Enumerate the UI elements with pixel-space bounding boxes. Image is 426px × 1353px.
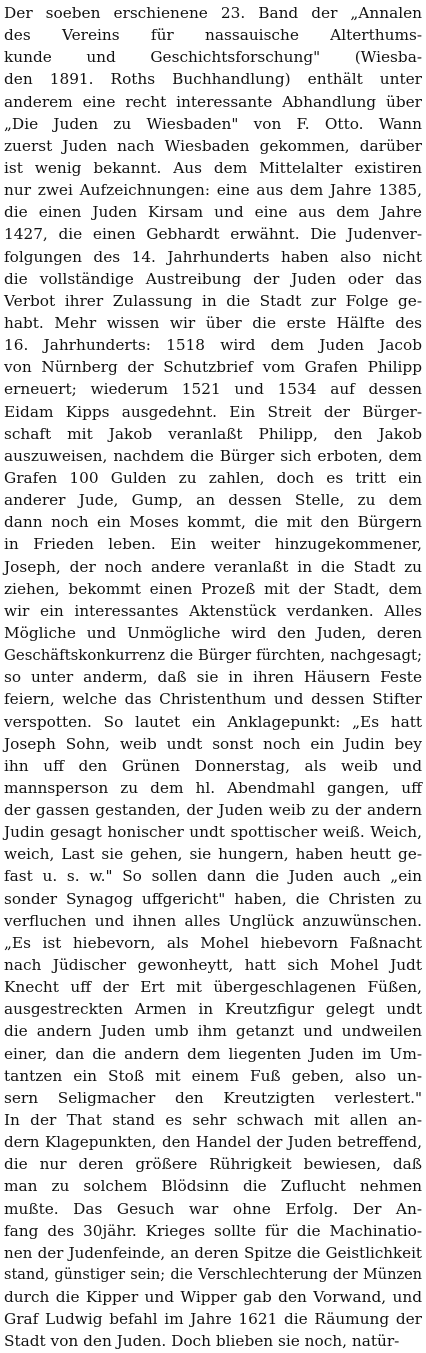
text-line: sonder Synagog uffgericht" haben, die Christen zu xyxy=(4,889,422,908)
text-line: fast u. s. w." So sollen dann die Juden auch „ein xyxy=(4,867,422,886)
text-line: kunde und Geschichtsforschung" (Wiesba- xyxy=(4,48,422,67)
text-line: Knecht uff der Ert mit übergeschlagenen Füßen, xyxy=(4,978,422,997)
text-line: des Vereins für nassauische Alterthums- xyxy=(4,26,422,45)
text-line: folgungen des 14. Jahrhunderts haben also nicht xyxy=(4,247,422,266)
text-line: Mögliche und Unmögliche wird den Juden, deren xyxy=(4,623,422,642)
text-line: verfluchen und ihnen alles Unglück anzuwünschen. xyxy=(4,911,422,930)
text-line: einer, dan die andern dem liegenten Juden im Um- xyxy=(4,1044,422,1063)
text-line: die andern Juden umb ihm getanzt und undweilen xyxy=(4,1022,422,1041)
text-line: ziehen, bekommt einen Prozeß mit der Stadt, dem xyxy=(4,579,422,598)
text-line: In der That stand es sehr schwach mit allen an- xyxy=(4,1111,422,1130)
article-text xyxy=(4,2,422,1353)
text-line: Grafen 100 Gulden zu zahlen, doch es tritt ein xyxy=(4,468,422,487)
text-line: in Frieden leben. Ein weiter hinzugekommener, xyxy=(4,535,422,554)
text-line: Joseph Sohn, weib undt sonst noch ein Judin bey xyxy=(4,734,422,753)
text-line: erneuert; wiederum 1521 und 1534 auf dessen xyxy=(4,380,422,399)
text-line: nach Jüdischer gewonheytt, hatt sich Mohel Judt xyxy=(4,956,422,975)
text-line: Judin gesagt honischer undt spottischer weiß. Weich, xyxy=(4,823,422,842)
text-line: fang des 30jähr. Krieges sollte für die Machinatio- xyxy=(4,1221,422,1240)
text-line: tantzen ein Stoß mit einem Fuß geben, also un- xyxy=(4,1066,422,1085)
text-line: durch die Kipper und Wipper gab den Vorwand, und xyxy=(4,1288,422,1307)
text-line: habt. Mehr wissen wir über die erste Hälfte des xyxy=(4,313,422,332)
text-line: mußte. Das Gesuch war ohne Erfolg. Der An- xyxy=(4,1199,422,1218)
text-line: „Die Juden zu Wiesbaden" von F. Otto. Wann xyxy=(4,114,422,133)
text-line: von Nürnberg der Schutzbrief vom Grafen Philipp xyxy=(4,358,422,377)
text-line: Graf Ludwig befahl im Jahre 1621 die Räumung der xyxy=(4,1310,422,1329)
text-line: man zu solchem Blödsinn die Zuflucht nehmen xyxy=(4,1177,422,1196)
text-line: so unter anderm, daß sie in ihren Häusern Feste xyxy=(4,668,422,687)
text-line: Joseph, der noch andere veranlaßt in die Stadt zu xyxy=(4,557,422,576)
text-line: Eidam Kipps ausgedehnt. Ein Streit der Bürger- xyxy=(4,402,422,421)
text-line: ihn uff den Grünen Donnerstag, als weib und xyxy=(4,756,422,775)
text-line: ausgestreckten Armen in Kreutzfigur gelegt undt xyxy=(4,1000,422,1019)
text-line: anderer Jude, Gump, an dessen Stelle, zu dem xyxy=(4,491,422,510)
text-line: die nur deren größere Rührigkeit bewiesen, daß xyxy=(4,1155,422,1174)
text-line: nur zwei Aufzeichnungen: eine aus dem Jahre 1385, xyxy=(4,181,422,200)
text-line: 16. Jahrhunderts: 1518 wird dem Juden Jacob xyxy=(4,336,422,355)
text-line: sern Seligmacher den Kreutzigten verlestert." xyxy=(4,1088,422,1107)
text-line: stand, günstiger sein; die Verschlechterung der Münzen xyxy=(4,1267,422,1284)
text-line: feiern, welche das Christenthum und dessen Stifter xyxy=(4,690,422,709)
text-line: die einen Juden Kirsam und eine aus dem Jahre xyxy=(4,203,422,222)
text-line: verspotten. So lautet ein Anklagepunkt: „Es hatt xyxy=(4,712,422,731)
text-line: „Es ist hiebevorn, als Mohel hiebevorn Faßnacht xyxy=(4,933,422,952)
text-line: schaft mit Jakob veranlaßt Philipp, den Jakob xyxy=(4,424,422,443)
text-line: Der soeben erschienene 23. Band der „Annalen xyxy=(4,4,422,22)
text-line: dern Klagepunkten, den Handel der Juden betreffend, xyxy=(4,1133,422,1152)
text-line: Stadt von den Juden. Doch blieben sie noch, natür- xyxy=(4,1332,400,1351)
text-line: auszuweisen, nachdem die Bürger sich erboten, dem xyxy=(4,446,422,465)
text-line: nen der Judenfeinde, an deren Spitze die Geistlichkeit xyxy=(4,1243,422,1262)
text-line: mannsperson zu dem hl. Abendmahl gangen, uff xyxy=(4,778,422,797)
text-line: zuerst Juden nach Wiesbaden gekommen, darüber xyxy=(4,136,422,155)
text-line: anderem eine recht interessante Abhandlung über xyxy=(4,92,422,111)
text-line: Geschäftskonkurrenz die Bürger fürchten, nachgesagt; xyxy=(4,646,422,665)
text-line: der gassen gestanden, der Juden weib zu der andern xyxy=(4,801,422,820)
text-line: die vollständige Austreibung der Juden oder das xyxy=(4,269,422,288)
text-line: weich, Last sie gehen, sie hungern, haben heutt ge- xyxy=(4,845,422,864)
text-line: Verbot ihrer Zulassung in die Stadt zur Folge ge- xyxy=(4,291,422,310)
text-line: wir ein interessantes Aktenstück verdanken. Alles xyxy=(4,601,422,620)
text-line: den 1891. Roths Buchhandlung) enthält unter xyxy=(4,70,422,89)
text-line: 1427, die einen Gebhardt erwähnt. Die Judenver- xyxy=(4,225,422,244)
text-line: dann noch ein Moses kommt, die mit den Bürgern xyxy=(4,513,422,532)
text-line: ist wenig bekannt. Aus dem Mittelalter existiren xyxy=(4,158,422,177)
